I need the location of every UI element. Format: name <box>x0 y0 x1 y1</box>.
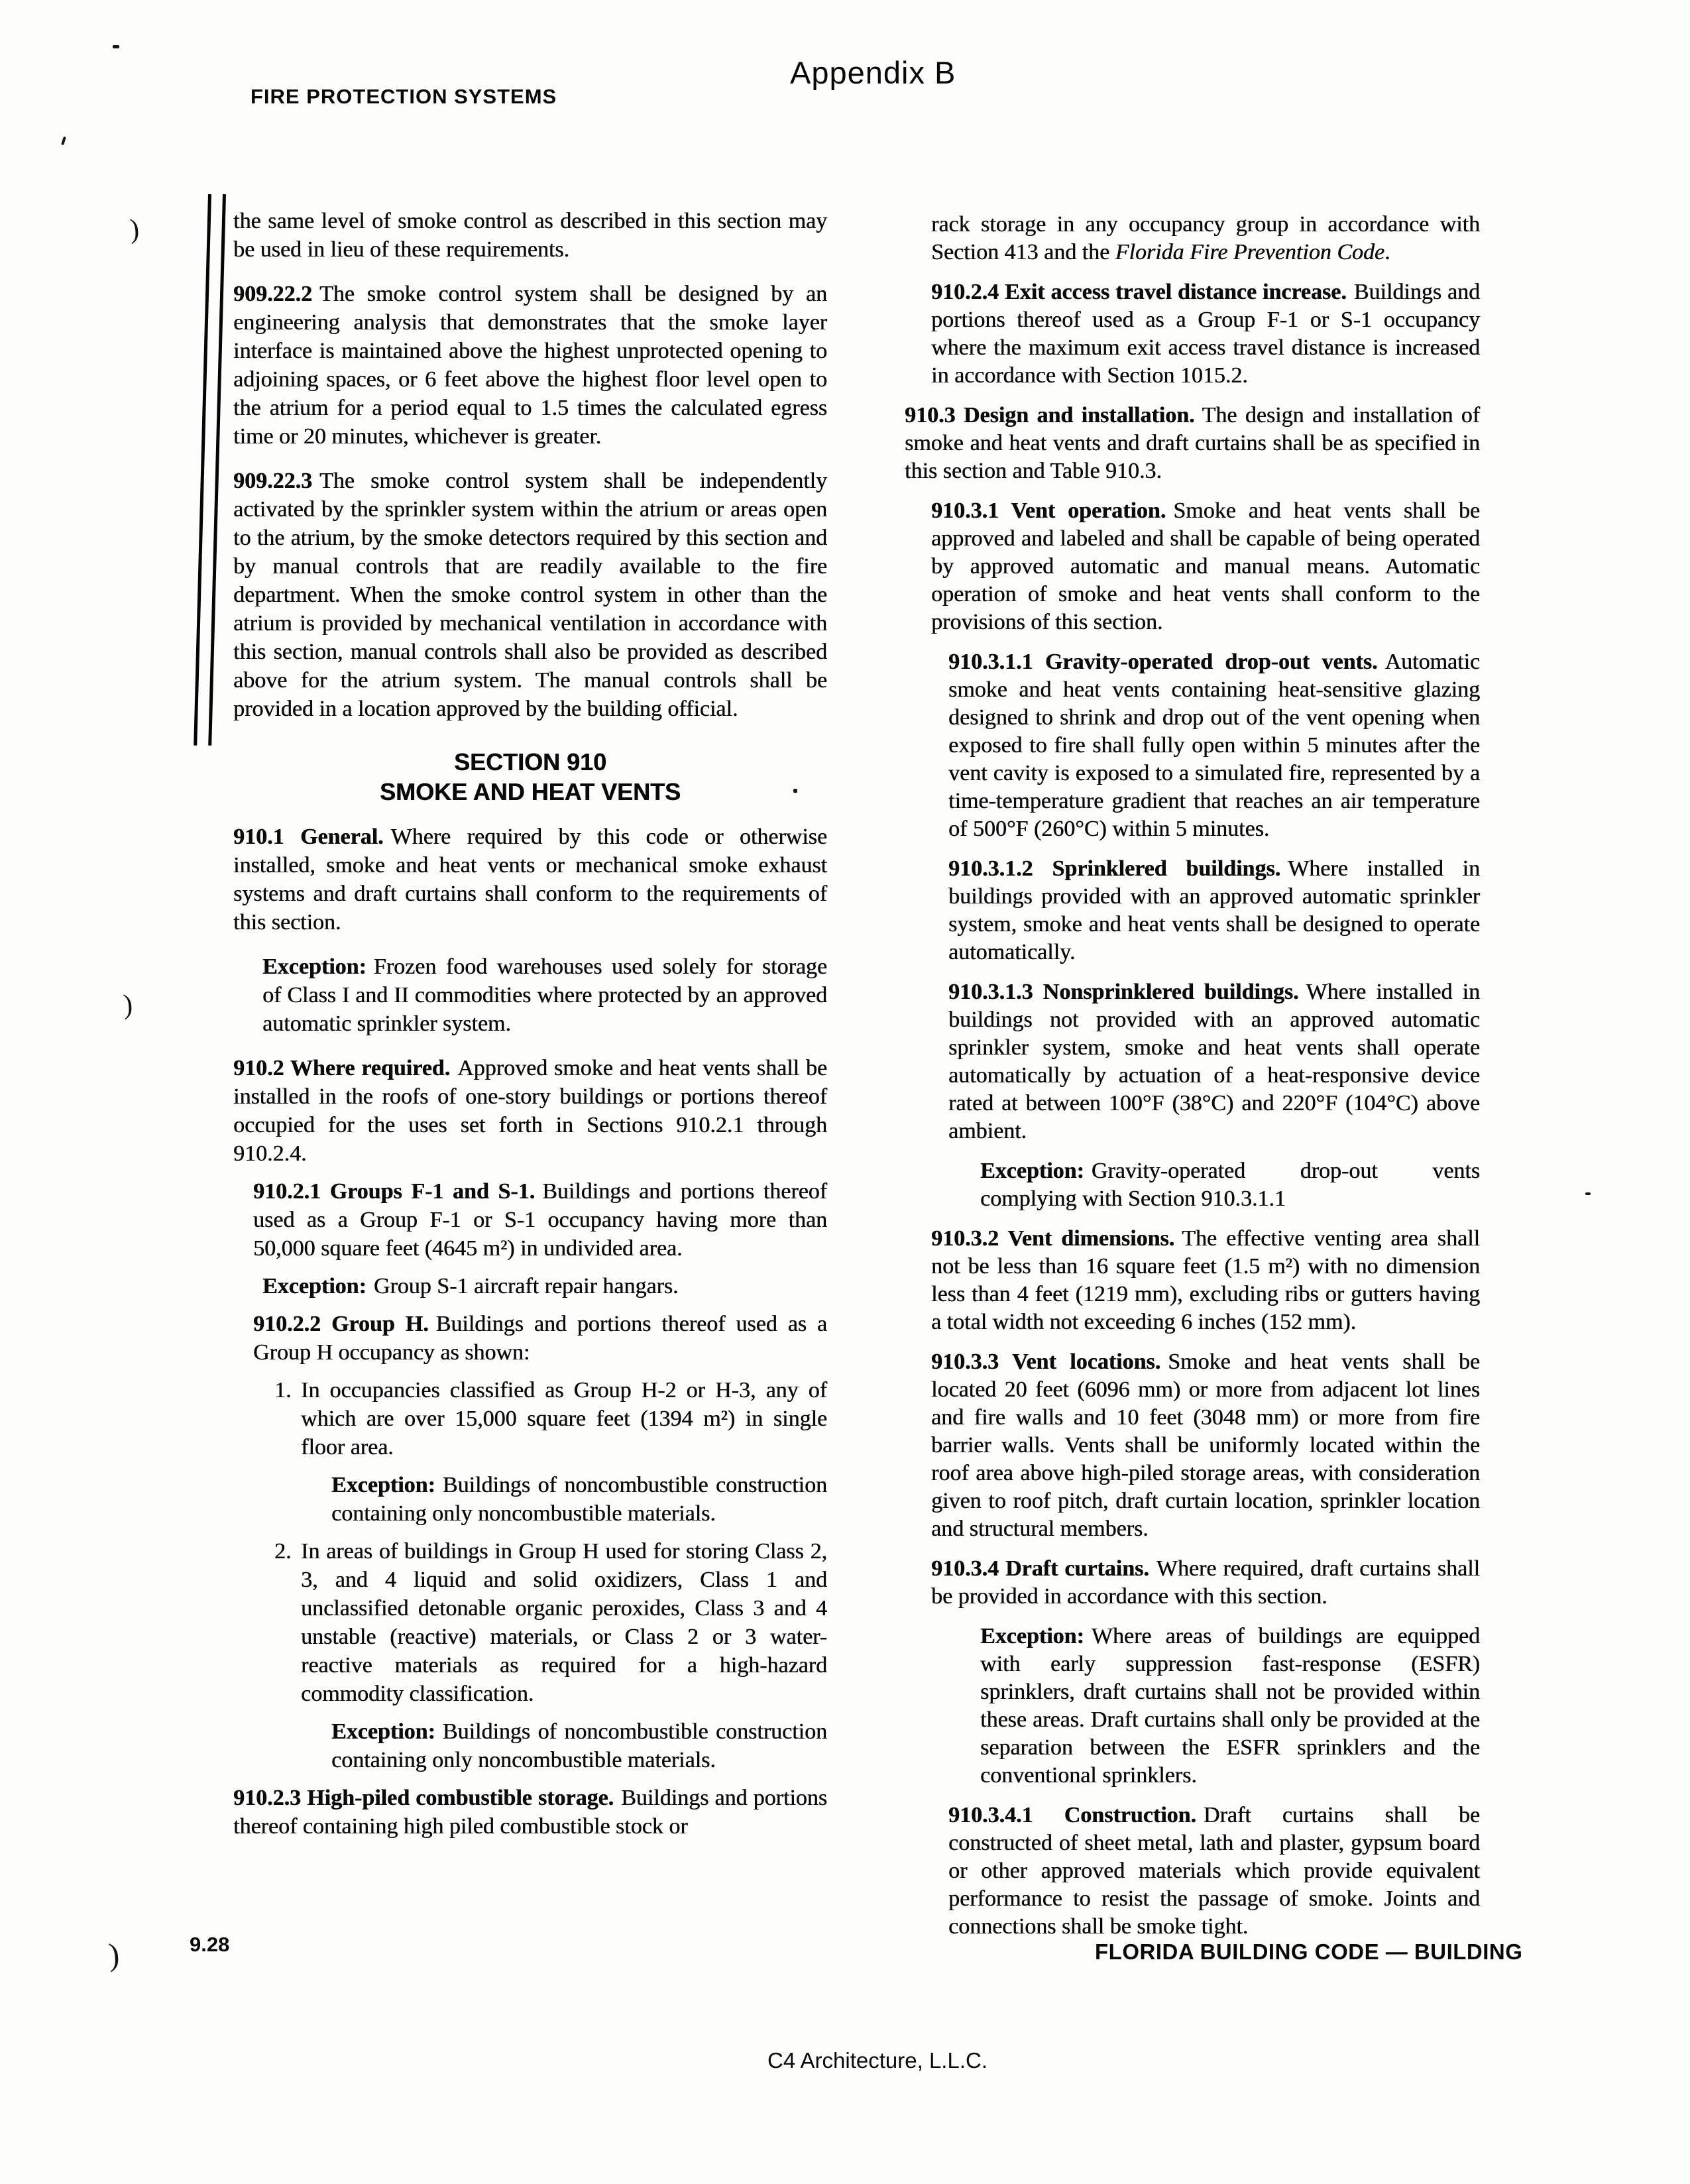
paragraph-910-3-2 <box>905 1225 1480 1336</box>
section-number-title: 910.3.1.2 Sprinklered buildings. <box>948 856 1281 881</box>
exception-label: Exception: <box>980 1624 1084 1648</box>
paragraph-text: In occupancies classified as Group H-2 or H-3, any of which are over 15,000 square feet (1394 m²) in single floor area. <box>301 1378 827 1460</box>
section-number-title: 910.3.1 Vent operation. <box>931 498 1166 523</box>
paragraph-text: Where required by this code or otherwise installed, smoke and heat vents or mechanical smoke exhaust systems and draft curtains shall conform to the requirements of this section. <box>233 825 827 935</box>
paragraph-text: Gravity-operated drop-out vents complying with Section 910.3.1.1 <box>980 1159 1480 1211</box>
paragraph-910-2-4 <box>905 278 1480 390</box>
section-number-title: 910.2.1 Groups F-1 and S-1. <box>253 1179 535 1204</box>
list-item-number: 2. <box>274 1539 292 1564</box>
paragraph-text: Draft curtains shall be constructed of sheet metal, lath and plaster, gypsum board or other approved materials which provide equivalent performance to resist the passage of smoke. Joints and connections shall be smoke tight. <box>948 1803 1480 1939</box>
paragraph-continuation <box>233 207 827 264</box>
scan-speck <box>113 45 119 48</box>
paragraph-910-1 <box>233 823 827 937</box>
margin-mark: ) <box>107 1937 121 1973</box>
paragraph-910-3-4-1 <box>905 1802 1480 1941</box>
page-number: 9.28 <box>190 1933 230 1956</box>
scan-speck <box>61 137 66 146</box>
section-number-title: 910.2 Where required. <box>233 1056 451 1080</box>
paragraph-text: The smoke control system shall be independently activated by the sprinkler system within the atrium or areas open to the atrium, by the smoke detectors required by this section and by manual controls that are readily available to the fire department. When the smoke control system in other than the atrium is provided by mechanical ventilation in accordance with this section, manual controls shall also be provided as described above for the atrium system. The manual controls shall be provided in a location approved by the building official. <box>233 469 827 721</box>
exception-910-2-1 <box>233 1272 827 1300</box>
exception-910-1 <box>233 952 827 1038</box>
scan-speck <box>1585 1192 1591 1195</box>
paragraph-910-3-1 <box>905 497 1480 636</box>
paragraph-text: Where required, draft curtains shall be provided in accordance with this section. <box>931 1556 1480 1609</box>
paragraph-text: Approved smoke and heat vents shall be installed in the roofs of one-story buildings or portions thereof occupied for the uses set forth in Sections 910.2.1 through 910.2.4. <box>233 1056 827 1166</box>
paragraph-text: Where installed in buildings not provided with an approved automatic sprinkler system, smoke and heat vents shall operate automatically by actuation of a heat-responsive device rated at between 100°F (38°C) and 220°F (104°C) above ambient. <box>948 980 1480 1143</box>
section-number-title: 910.3 Design and installation. <box>905 403 1195 428</box>
section-heading-line2: SMOKE AND HEAT VENTS <box>379 778 681 805</box>
paragraph-text: rack storage in any occupancy group in accordance with Section 413 and the <box>931 212 1480 264</box>
exception-910-3-4 <box>905 1623 1480 1790</box>
section-number-title: 910.2.3 High-piled combustible storage. <box>233 1786 614 1810</box>
section-910-heading <box>233 747 827 807</box>
list-item-1 <box>233 1376 827 1462</box>
paragraph-910-2 <box>233 1054 827 1168</box>
paragraph-text: The design and installation of smoke and heat vents and draft curtains shall be as specified in this section and Table 910.3. <box>905 403 1480 483</box>
section-heading-line1: SECTION 910 <box>453 748 607 776</box>
paragraph-910-3-1-1 <box>905 648 1480 843</box>
margin-mark: ) <box>129 213 141 245</box>
paragraph-text: Buildings of noncombustible construction containing only noncombustible materials. <box>331 1473 827 1526</box>
paragraph-text: Where areas of buildings are equipped with early suppression fast-response (ESFR) sprinklers, draft curtains shall not be provided within these areas. Draft curtains shall only be provided at the separation between the ESFR sprinklers and the conventional sprinklers. <box>980 1624 1480 1788</box>
paragraph-910-2-2 <box>233 1310 827 1367</box>
footer-attribution: C4 Architecture, L.L.C. <box>767 2048 987 2073</box>
section-number: 909.22.3 <box>233 469 312 493</box>
left-column <box>233 207 827 1857</box>
section-number-title: 910.2.4 Exit access travel distance increase. <box>931 280 1347 304</box>
paragraph-910-3-3 <box>905 1348 1480 1543</box>
exception-item-1 <box>233 1471 827 1528</box>
paragraph-909-22-2 <box>233 280 827 451</box>
paragraph-text: Frozen food warehouses used solely for storage of Class I and II commodities where protected by an approved automatic sprinkler system. <box>262 954 827 1036</box>
paragraph-text: Smoke and heat vents shall be located 20 feet (6096 mm) or more from adjacent lot lines and fire walls and 10 feet (3048 mm) or more from fire barrier walls. Vents shall be uniformly located within the roof area above high-piled storage areas, with consideration given to roof pitch, draft curtain location, sprinkler location and structural members. <box>931 1350 1480 1541</box>
paragraph-text: Where installed in buildings provided with an approved automatic sprinkler system, smoke and heat vents shall be designed to operate automatically. <box>948 856 1480 964</box>
section-number-title: 910.3.1.3 Nonsprinklered buildings. <box>948 980 1299 1004</box>
paragraph-910-2-1 <box>233 1177 827 1263</box>
paragraph-910-3-4 <box>905 1555 1480 1611</box>
chapter-header: FIRE PROTECTION SYSTEMS <box>251 85 557 108</box>
revision-change-bar <box>208 194 226 746</box>
margin-mark: ) <box>122 989 134 1021</box>
paragraph-text: Buildings and portions thereof used as a Group F-1 or S-1 occupancy where the maximum exit access travel distance is increased in accordance with Section 1015.2. <box>931 280 1481 388</box>
revision-change-bar <box>194 194 211 746</box>
paragraph-text: The effective venting area shall not be less than 16 square feet (1.5 m²) with no dimension less than 4 feet (1219 mm), excluding ribs or gutters having a total width not exceeding 6 inches (152 mm). <box>931 1226 1480 1334</box>
paragraph-910-3-1-2 <box>905 855 1480 966</box>
paragraph-text: the same level of smoke control as described in this section may be used in lieu of these requirements. <box>233 209 827 262</box>
footer-code-title: FLORIDA BUILDING CODE — BUILDING <box>1095 1939 1523 1964</box>
exception-item-2 <box>233 1717 827 1774</box>
section-number-title: 910.3.2 Vent dimensions. <box>931 1226 1175 1251</box>
paragraph-text: Group S-1 aircraft repair hangars. <box>373 1274 679 1298</box>
list-item-2 <box>233 1537 827 1708</box>
paragraph-text: Buildings of noncombustible construction containing only noncombustible materials. <box>331 1719 827 1772</box>
section-number-title: 910.3.1.1 Gravity-operated drop-out vents. <box>948 650 1378 674</box>
exception-label: Exception: <box>262 1274 366 1298</box>
paragraph-text: Automatic smoke and heat vents containing heat-sensitive glazing designed to shrink and drop out of the vent opening when exposed to fire shall fully open within 5 minutes after the vent cavity is exposed to a simulated fire, represented by a time-temperature gradient that reaches an air temperature of 500°F (260°C) within 5 minutes. <box>948 650 1480 841</box>
section-number-title: 910.3.4 Draft curtains. <box>931 1556 1149 1581</box>
section-number-title: 910.3.4.1 Construction. <box>948 1803 1196 1827</box>
section-number-title: 910.2.2 Group H. <box>253 1312 429 1336</box>
exception-label: Exception: <box>331 1719 435 1744</box>
paragraph-910-3 <box>905 402 1480 485</box>
paragraph-909-22-3 <box>233 467 827 723</box>
paragraph-910-3-1-3 <box>905 978 1480 1145</box>
exception-910-3-1-3 <box>905 1157 1480 1213</box>
right-column <box>905 211 1480 1953</box>
paragraph-text: Buildings and portions thereof containing high piled combustible stock or <box>233 1786 827 1839</box>
list-item-number: 1. <box>274 1378 292 1403</box>
italic-code-reference: Florida Fire Prevention Code <box>1115 240 1384 264</box>
paragraph-910-2-3 <box>233 1784 827 1841</box>
paragraph-text: Buildings and portions thereof used as a Group F-1 or S-1 occupancy having more than 50,000 square feet (4645 m²) in undivided area. <box>253 1179 827 1261</box>
section-number: 909.22.2 <box>233 282 312 306</box>
paragraph-text: The smoke control system shall be designed by an engineering analysis that demonstrates that the smoke layer interface is maintained above the highest unprotected opening to adjoining spaces, or 6 feet above the highest floor level open to the atrium for a period equal to 1.5 times the calculated egress time or 20 minutes, whichever is greater. <box>233 282 827 449</box>
paragraph-text: Buildings and portions thereof used as a Group H occupancy as shown: <box>253 1312 828 1365</box>
section-number-title: 910.3.3 Vent locations. <box>931 1350 1161 1374</box>
exception-label: Exception: <box>980 1159 1084 1183</box>
paragraph-text: . <box>1384 240 1390 264</box>
exception-label: Exception: <box>262 954 366 979</box>
exception-label: Exception: <box>331 1473 435 1497</box>
paragraph-continuation-910-2-3 <box>905 211 1480 266</box>
appendix-label: Appendix B <box>790 55 956 90</box>
paragraph-text: In areas of buildings in Group H used for storing Class 2, 3, and 4 liquid and solid oxidizers, Class 1 and unclassified detonable organic peroxides, Class 3 and 4 unstable (reactive) materials, or Class 2 or 3 water-reactive materials as required for a high-hazard commodity classification. <box>301 1539 827 1706</box>
section-number-title: 910.1 General. <box>233 825 384 849</box>
paragraph-text: Smoke and heat vents shall be approved and labeled and shall be capable of being operated by approved automatic and manual means. Automatic operation of smoke and heat vents shall conform to the provisions of this section. <box>931 498 1480 634</box>
